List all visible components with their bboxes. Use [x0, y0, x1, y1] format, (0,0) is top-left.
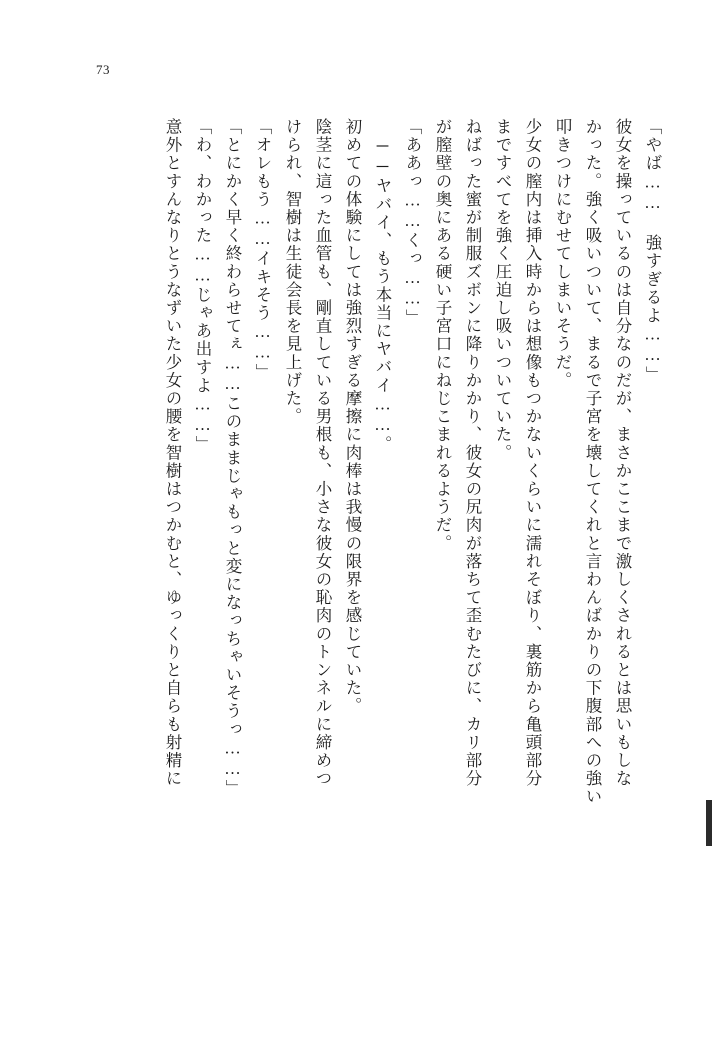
text-line: 「わ、わかった……じゃあ出すよ……」: [193, 118, 212, 454]
text-line: 意外とすんなりとうなずいた少女の腰を智樹はつかむと、ゆっくりと自らも射精に: [163, 118, 182, 788]
text-line: 「とにかく早く終わらせてぇ……このままじゃもっと変になっちゃいそうっ……」: [223, 118, 242, 798]
vertical-text-block: [60, 118, 660, 998]
text-line: けられ、智樹は生徒会長を見上げた。: [283, 118, 302, 426]
text-line: ねばった蜜が制服ズボンに降りかかり、彼女の尻肉が落ちて歪むたびに、カリ部分: [463, 118, 482, 788]
text-line: ──ヤバイ、もう本当にヤバイ……。: [373, 136, 392, 454]
text-line: 彼女を操っているのは自分なのだが、まさかここまで激しくされるとは思いもしな: [613, 118, 632, 788]
text-line: 「やば…… 強すぎるよ……」: [643, 118, 662, 384]
text-line: 「オレもう……イキそう……」: [253, 118, 272, 382]
text-line: 少女の膣内は挿入時からは想像もつかないくらいに濡れそぼり、裏筋から亀頭部分: [523, 118, 542, 788]
text-line: まですべてを強く圧迫し吸いついていた。: [493, 118, 512, 462]
text-line: が膣壁の奥にある硬い子宮口にねじこまれるようだ。: [433, 118, 452, 553]
text-line: 「ああっ……くっ……」: [403, 118, 422, 328]
text-line: 初めての体験にしては強烈すぎる摩擦に肉棒は我慢の限界を感じていた。: [343, 118, 362, 716]
text-line: かった。強く吸いついて、まるで子宮を壊してくれと言わんばかりの下腹部への強い: [583, 118, 602, 806]
text-line: 陰茎に這った血管も、剛直している男根も、小さな彼女の恥肉のトンネルに締めつ: [313, 118, 332, 788]
page-number: 73: [96, 62, 110, 77]
page-edge-mark: [706, 800, 712, 846]
text-line: 叩きつけにむせてしまいそうだ。: [553, 118, 572, 390]
